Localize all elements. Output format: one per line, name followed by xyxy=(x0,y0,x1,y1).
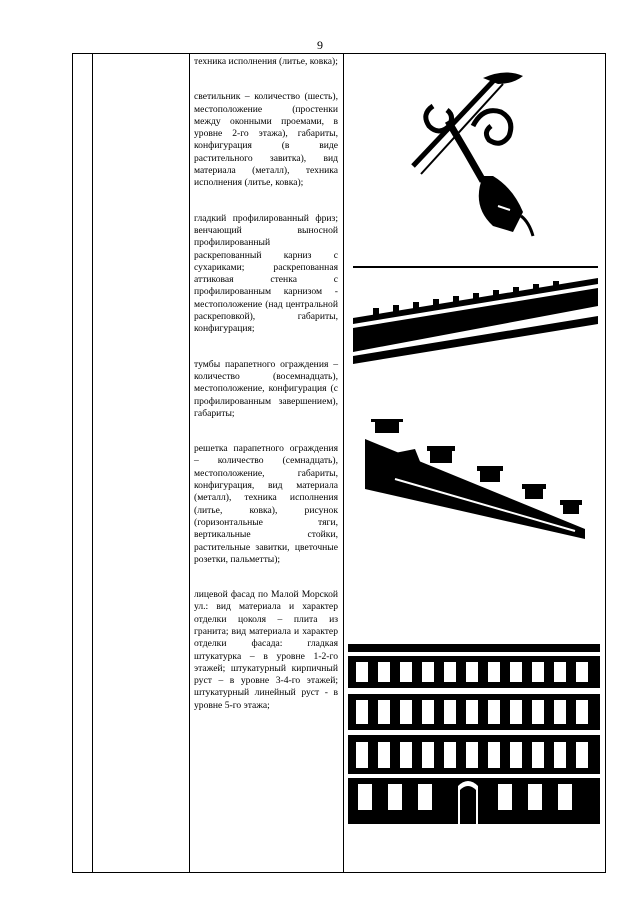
column-divider-1 xyxy=(92,54,93,872)
paragraph-parapet-grille: решетка парапетного ограждения – количество (семнадцать), местоположение, габариты, конфигурация, вид материала (металл), техника исполнения (литье, ковка), рисунок (горизонтальные тяги, вертикальные стойки, растительные завитки, цветочные розетки, пальметты); xyxy=(194,443,338,565)
description-column xyxy=(194,56,338,712)
paragraph-frieze-cornice: гладкий профилированный фриз; венчающий выносной профилированный раскрепованный карниз с сухариками; раскрепованная аттиковая стенка с профилированным карнизом - местоположение (над центральной раскреповкой), габариты, конфигурация; xyxy=(194,212,338,335)
facade-photo xyxy=(348,644,600,824)
column-divider-3 xyxy=(343,54,344,872)
paragraph-facade: лицевой фасад по Малой Морской ул.: вид материала и характер отделки цоколя – плита из гранита; вид материала и характер отделки фасада: гладкая штукатурка – в уровне 1-2-го этажей; штукатурный кирпичный руст – в уровне 3-4-го этажей; штукатурный линейный руст - в уровне 5-го этажа; xyxy=(194,589,338,711)
paragraph-technique: техника исполнения (литье, ковка); xyxy=(194,56,338,67)
page-number: 9 xyxy=(317,38,323,52)
column-divider-2 xyxy=(189,54,190,872)
monument-table xyxy=(72,53,606,873)
parapet-photo xyxy=(355,419,595,539)
paragraph-lamp: светильник – количество (шесть), местоположение (простенки между оконными проемами, в уровне 2-го этажа), габариты, конфигурация (в виде растительного завитка), вид материала (металл), техника исполнения (литье, ковка); xyxy=(194,91,338,189)
cornice-photo xyxy=(353,266,598,366)
paragraph-parapet-pedestals: тумбы парапетного ограждения – количество (восемнадцать), местоположение, конфигурация (с профилированным завершением), габариты; xyxy=(194,358,338,419)
lamp-photo xyxy=(403,66,563,246)
